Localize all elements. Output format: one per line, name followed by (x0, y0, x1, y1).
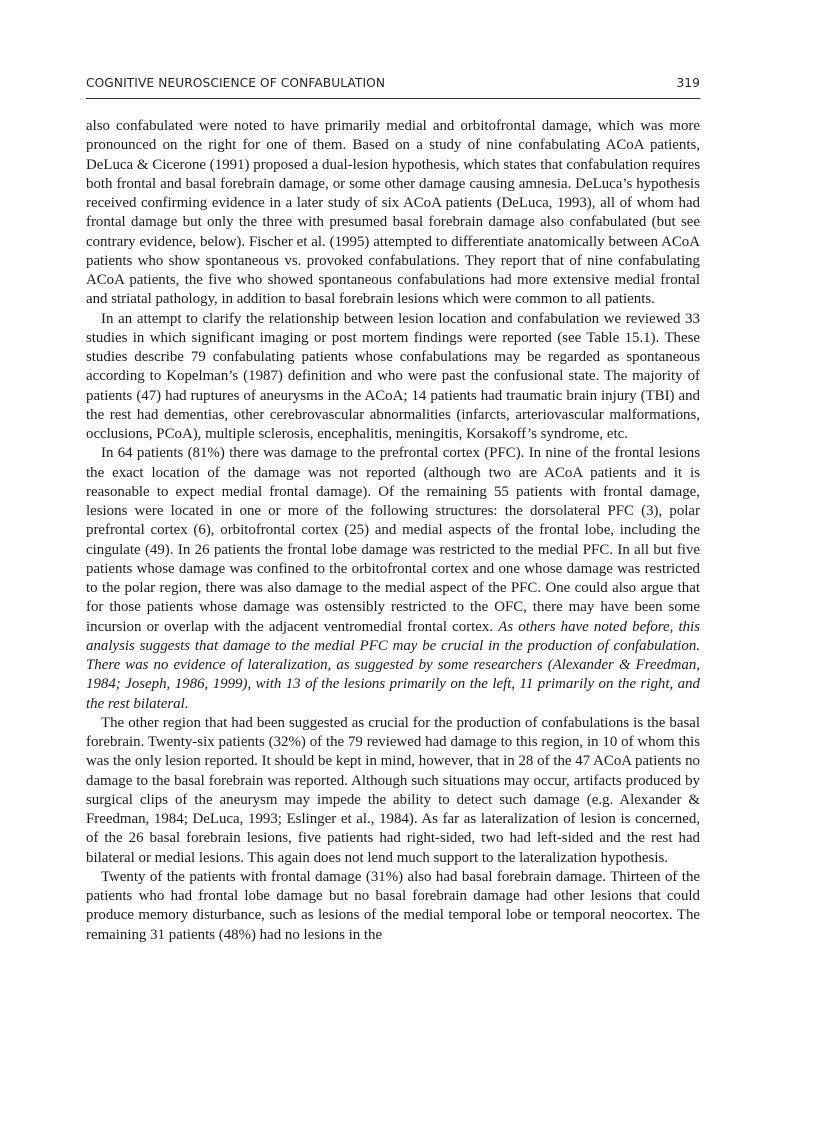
paragraph-2: In an attempt to clarify the relationship between lesion location and confabulation we reviewed 33 studies in which significant imaging or post mortem findings were reported (see Table 15.1). These studies describe 79 confabulating patients whose confabulations may be regarded as spontaneous according to Kopelman’s (1987) definition and who were past the confusional state. The majority of patients (47) had ruptures of aneurysms in the ACoA; 14 patients had traumatic brain injury (TBI) and the rest had dementias, other cerebrovascular abnormalities (infarcts, arteriovascular malformations, occlusions, PCoA), multiple sclerosis, encephalitis, meningitis, Korsakoff’s syndrome, etc. (86, 310, 700, 442)
body-text (86, 117, 700, 945)
running-header-title: COGNITIVE NEUROSCIENCE OF CONFABULATION (86, 76, 386, 90)
header-rule (86, 98, 700, 99)
paragraph-4: The other region that had been suggested as crucial for the production of confabulations is the basal forebrain. Twenty-six patients (32%) of the 79 reviewed had damage to this region, in 10 of whom this was the only lesion reported. It should be kept in mind, however, that in 28 of the 47 ACoA patients no damage to the basal forebrain was reported. Although such situations may occur, artifacts produced by surgical clips of the aneurysm may impede the ability to detect such damage (e.g. Alexander & Freedman, 1984; DeLuca, 1993; Eslinger et al., 1984). As far as lateralization of lesion is concerned, of the 26 basal forebrain lesions, five patients had right-sided, two had left-sided and the rest had bilateral or medial lesions. This again does not lend much support to the lateralization hypothesis. (86, 714, 700, 866)
running-header (86, 76, 700, 96)
page-number: 319 (676, 76, 700, 90)
document-page (86, 0, 700, 1123)
paragraph-3-text: In 64 patients (81%) there was damage to the prefrontal cortex (PFC). In nine of the frontal lesions the exact location of the damage was not reported (although two are ACoA patients and it is reasonable to expect medial frontal damage). Of the remaining 55 patients with frontal damage, lesions were located in one or more of the following structures: the dorsolateral PFC (3), polar prefrontal cortex (6), orbitofrontal cortex (25) and medial aspects of the frontal lobe, including the cingulate (49). In 26 patients the frontal lobe damage was restricted to the medial PFC. In all but five patients whose damage was confined to the orbitofrontal cortex and one whose damage was restricted to the polar region, there was also damage to the medial aspect of the PFC. One could also argue that for those patients whose damage was ostensibly restricted to the OFC, there may have been some incursion or overlap with the adjacent ventromedial frontal cortex. (86, 445, 700, 635)
paragraph-1: also confabulated were noted to have primarily medial and orbitofrontal damage, which was more pronounced on the right for one of them. Based on a study of nine confabulating ACoA patients, DeLuca & Cicerone (1991) proposed a dual-lesion hypothesis, which states that confabulation requires both frontal and basal forebrain damage, or some other damage causing amnesia. DeLuca’s hypothesis received confirming evidence in a later study of six ACoA patients (DeLuca, 1993), all of whom had frontal damage but only the three with presumed basal forebrain damage also confabulated (but see contrary evidence, below). Fischer et al. (1995) attempted to differentiate anatomically between ACoA patients who show spontaneous vs. provoked confabulations. They report that of nine confabulating ACoA patients, the five who showed spontaneous confabulations had more extensive medial frontal and striatal pathology, in addition to basal forebrain lesions which were common to all patients. (86, 118, 700, 308)
paragraph-5: Twenty of the patients with frontal damage (31%) also had basal forebrain damage. Thirteen of the patients who had frontal lobe damage but no basal forebrain damage had other lesions that could produce memory disturbance, such as lesions of the medial temporal lobe or temporal neocortex. The remaining 31 patients (48%) had no lesions in the (86, 868, 700, 943)
paragraph-3 (86, 444, 700, 714)
paragraph-3-italic-text: As others have noted before, this analysis suggests that damage to the medial PFC may be crucial in the production of confabulation. There was no evidence of lateralization, as suggested by some researchers (Alexander & Freedman, 1984; Joseph, 1986, 1999), with 13 of the lesions primarily on the left, 11 primarily on the right, and the rest bilateral. (86, 618, 700, 712)
